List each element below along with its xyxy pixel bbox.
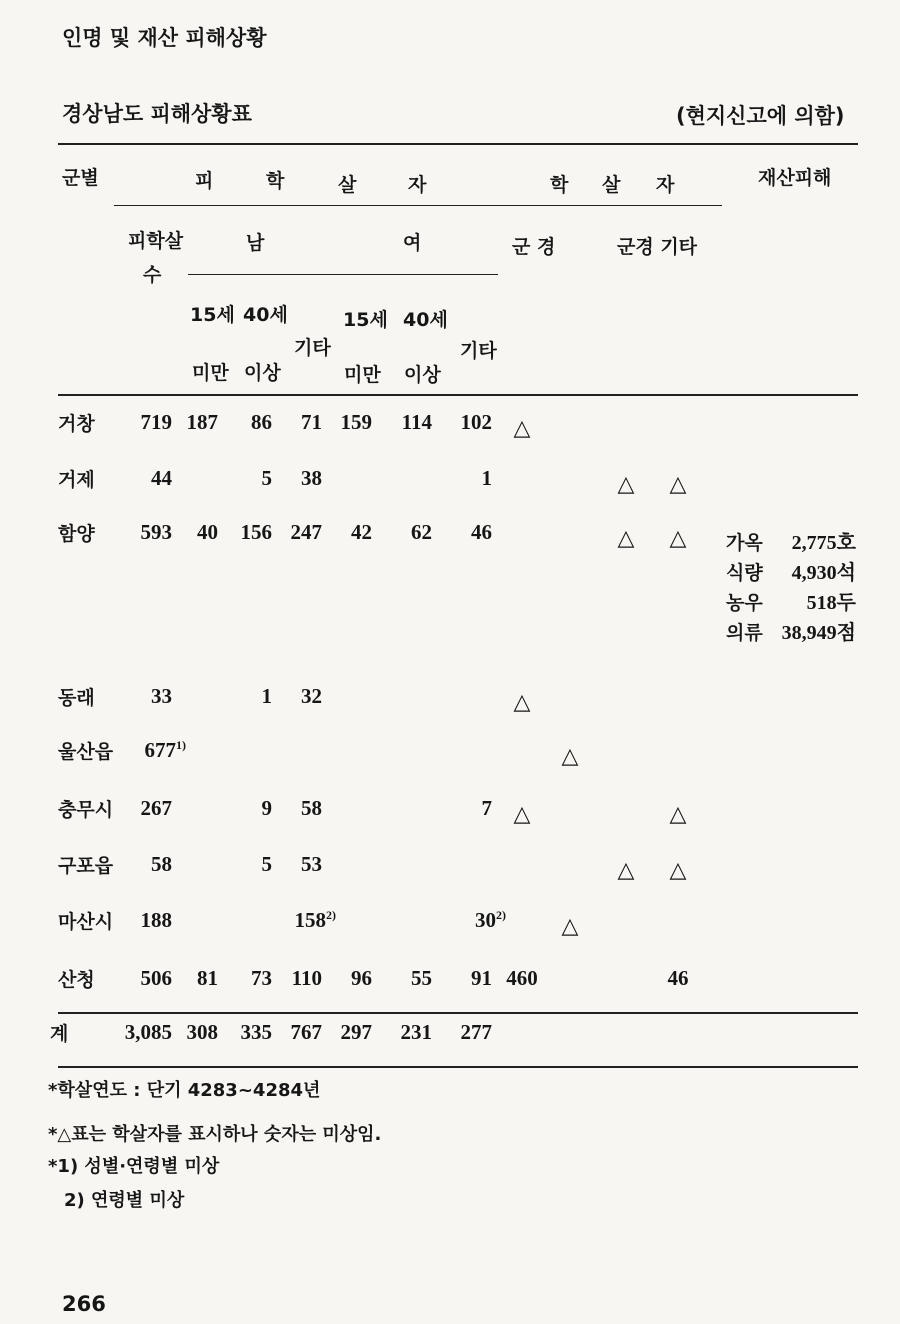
cell-f-other <box>412 410 492 435</box>
cell-total <box>92 908 172 933</box>
cell-value: 593 <box>140 520 172 544</box>
header-f-under15-a: 15세 <box>343 309 388 331</box>
cell-f-other <box>412 466 492 491</box>
footnote-triangle: *△표는 학살자를 표시하나 숫자는 미상임. <box>48 1124 382 1145</box>
footnote-1: *1) 성별·연령별 미상 <box>48 1156 220 1177</box>
header-f-other: 기타 <box>460 340 497 362</box>
cell-f-other <box>412 520 492 545</box>
cell-value: 58 <box>301 796 322 820</box>
district-name: 울산읍 <box>58 741 114 763</box>
cell-f-other <box>412 796 492 821</box>
header-m-over40-a: 40세 <box>243 304 288 326</box>
cell-value: 187 <box>186 410 218 434</box>
cell-value: 62 <box>411 520 432 544</box>
cell-value: 55 <box>411 966 432 990</box>
cell-value: 110 <box>291 966 322 990</box>
table-top-rule <box>58 143 858 145</box>
header-army-police-other: 군경 기타 <box>617 236 698 258</box>
header-victims-char-2: 학 <box>266 170 285 192</box>
header-m-over40-b: 이상 <box>244 362 281 384</box>
cell-value: △ <box>513 416 531 441</box>
cell-value: 38 <box>301 466 322 490</box>
footnote-marker: 1) <box>176 738 186 752</box>
header-perp-char-3: 자 <box>656 174 675 196</box>
header-victims-char-1: 피 <box>195 170 214 192</box>
cell-value: 506 <box>140 966 172 990</box>
cell-ap <box>596 472 656 497</box>
cell-value: 159 <box>340 410 372 434</box>
district-name: 동래 <box>58 687 95 709</box>
cell-value: 1 <box>261 684 272 708</box>
cell-value: 71 <box>301 410 322 434</box>
property-item-value: 518두 <box>806 592 856 614</box>
cell-value: 9 <box>261 796 272 820</box>
header-total-a: 피학살 <box>128 230 184 252</box>
cell-ap <box>596 858 656 883</box>
header-m-under15-a: 15세 <box>190 304 235 326</box>
cell-value: 33 <box>151 684 172 708</box>
cell-value: 58 <box>151 852 172 876</box>
cell-police <box>540 744 600 769</box>
total-label: 계 <box>50 1023 69 1045</box>
cell-value: △ <box>513 690 531 715</box>
header-male: 남 <box>246 232 265 254</box>
cell-other <box>648 802 708 827</box>
cell-value: 308 <box>186 1020 218 1044</box>
header-perp-char-1: 학 <box>550 174 569 196</box>
footnote-year: *학살연도 : 단기 4283~4284년 <box>48 1080 321 1101</box>
header-perp-char-2: 살 <box>602 174 621 196</box>
cell-value: △ <box>617 526 635 551</box>
property-item-label: 농우 <box>726 592 763 614</box>
cell-total <box>92 796 172 821</box>
cell-army <box>492 690 552 715</box>
cell-army <box>492 416 552 441</box>
cell-value: △ <box>669 858 687 883</box>
cell-value: △ <box>669 526 687 551</box>
header-army-police: 군 경 <box>512 236 556 258</box>
cell-army <box>492 802 552 827</box>
cell-value: △ <box>617 472 635 497</box>
cell-value: 247 <box>290 520 322 544</box>
cell-value: 3,085 <box>124 1020 172 1044</box>
cell-other <box>648 526 708 551</box>
page-number: 266 <box>62 1292 106 1316</box>
cell-m-other <box>242 852 322 877</box>
header-f-under15-b: 미만 <box>344 364 381 386</box>
cell-value: △ <box>617 858 635 883</box>
cell-value: △ <box>669 472 687 497</box>
cell-value: 46 <box>667 966 689 990</box>
cell-value: 30 <box>475 908 496 932</box>
cell-value: △ <box>561 744 579 769</box>
cell-value: 96 <box>351 966 372 990</box>
cell-other <box>648 858 708 883</box>
property-item-label: 의류 <box>726 622 763 644</box>
cell-value: 46 <box>471 520 492 544</box>
cell-m-other <box>256 908 336 933</box>
property-item-value: 4,930석 <box>791 562 856 584</box>
cell-m-other <box>242 466 322 491</box>
header-f-over40-b: 이상 <box>404 364 441 386</box>
cell-value: 231 <box>400 1020 432 1044</box>
cell-value: 32 <box>301 684 322 708</box>
property-item-value: 2,775호 <box>791 532 856 554</box>
cell-value: 42 <box>351 520 372 544</box>
cell-ap <box>596 526 656 551</box>
total-top-rule <box>58 1012 858 1014</box>
cell-value: 44 <box>151 466 172 490</box>
cell-value: 91 <box>471 966 492 990</box>
victims-subheader-rule <box>114 205 722 206</box>
cell-value: △ <box>513 802 531 827</box>
sex-subheader-rule <box>188 274 498 275</box>
cell-value: 5 <box>261 466 272 490</box>
header-district: 군별 <box>62 167 99 189</box>
source-note: (현지신고에 의함) <box>676 104 845 128</box>
cell-value: 7 <box>481 796 492 820</box>
cell-police <box>540 914 600 939</box>
cell-value: 102 <box>460 410 492 434</box>
cell-value: △ <box>561 914 579 939</box>
district-name: 함양 <box>58 523 95 545</box>
property-item-label: 가옥 <box>726 532 763 554</box>
cell-value: 719 <box>140 410 172 434</box>
header-property: 재산피해 <box>758 167 832 189</box>
section-title: 인명 및 재산 피해상황 <box>62 26 267 50</box>
cell-total <box>92 466 172 491</box>
cell-value: 767 <box>290 1020 322 1044</box>
header-bottom-rule <box>58 394 858 396</box>
cell-value: 114 <box>401 410 432 434</box>
property-item-value: 38,949점 <box>781 622 856 644</box>
district-name: 충무시 <box>58 799 114 821</box>
cell-total <box>92 852 172 877</box>
cell-value: 53 <box>301 852 322 876</box>
cell-f-other <box>412 966 492 991</box>
cell-value: 188 <box>140 908 172 932</box>
cell-value: 1 <box>481 466 492 490</box>
table-title: 경상남도 피해상황표 <box>62 102 252 126</box>
cell-value: 40 <box>197 520 218 544</box>
cell-m-other <box>242 684 322 709</box>
district-name: 마산시 <box>58 911 114 933</box>
header-m-under15-b: 미만 <box>192 362 229 384</box>
footnote-marker: 2) <box>326 908 336 922</box>
cell-value: 86 <box>251 410 272 434</box>
footnote-2: 2) 연령별 미상 <box>64 1190 185 1211</box>
header-m-other: 기타 <box>294 337 331 359</box>
footnote-marker: 2) <box>496 908 506 922</box>
cell-total <box>92 684 172 709</box>
cell-value: 677 <box>144 738 176 762</box>
cell-other <box>648 966 708 991</box>
cell-army <box>492 966 552 991</box>
table-bottom-rule <box>58 1066 858 1068</box>
cell-value: 73 <box>251 966 272 990</box>
cell-value: 158 <box>294 908 326 932</box>
cell-f-other <box>426 908 506 933</box>
cell-value: 297 <box>340 1020 372 1044</box>
district-name: 거창 <box>58 413 95 435</box>
cell-value: 277 <box>460 1020 492 1044</box>
cell-value: 81 <box>197 966 218 990</box>
cell-value: △ <box>669 802 687 827</box>
property-item-label: 식량 <box>726 562 763 584</box>
cell-total <box>106 738 186 763</box>
cell-m-other <box>242 796 322 821</box>
cell-value: 335 <box>240 1020 272 1044</box>
header-female: 여 <box>403 232 422 254</box>
cell-other <box>648 472 708 497</box>
cell-value: 156 <box>240 520 272 544</box>
header-victims-char-3: 살 <box>338 174 357 196</box>
header-total-b: 수 <box>143 264 162 286</box>
cell-value: 267 <box>140 796 172 820</box>
header-f-over40-a: 40세 <box>403 309 448 331</box>
cell-f-other <box>412 1020 492 1045</box>
district-name: 구포읍 <box>58 855 114 877</box>
district-name: 산청 <box>58 969 95 991</box>
cell-value: 5 <box>261 852 272 876</box>
header-victims-char-4: 자 <box>408 174 427 196</box>
district-name: 거제 <box>58 469 95 491</box>
cell-value: 460 <box>506 966 538 990</box>
